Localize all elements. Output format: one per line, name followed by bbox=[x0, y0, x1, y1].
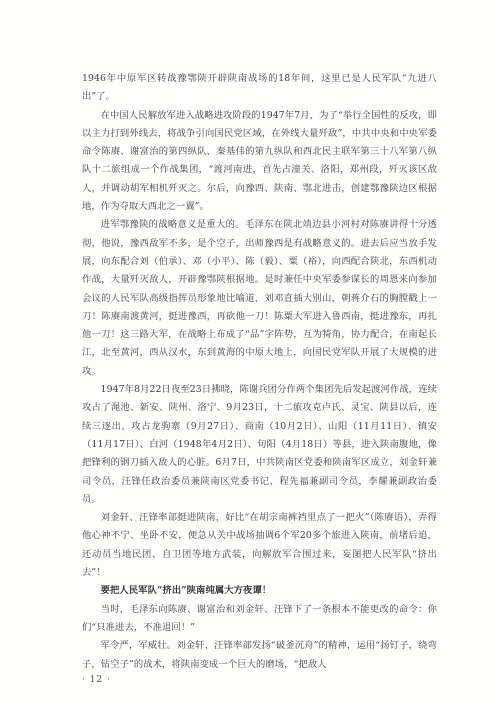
paragraph-1: 1946年中原军区转战豫鄂陕开辟陕南战场的18年间，这里已是人民军队“九进八出”了。 bbox=[82, 73, 437, 103]
page-number: · 12 · bbox=[82, 675, 111, 685]
paragraph-6: 当时，毛泽东向陈赓、谢富治和刘金轩、汪锋下了一条根本不能更改的命令：你们“只准进去，不准退回！” bbox=[82, 603, 437, 633]
paragraph-4: 1947年8月22日夜至23日拂晓，陈谢兵团分作两个集团先后发起渡河作战，连续攻占了渑池、新安、陕州、洛宁、9月23日，十二旅攻克卢氏、灵宝、陕县以后，连续三逐出，攻占龙驹寨（9月27日）、商南（10月2日）、山阳（11月11日）、镇安（11月17日）、白河（1948年4月2日）、旬阳（4月18日）等县，进入陕南腹地，像把锋利的钢刀插入敌人的心脏。6月7日，中共陕南区党委和陕南军区成立，刘金轩兼司令员，汪锋任政治委员兼陕南区党委书记，程先福兼副司令员，李耀兼副政治委员。 bbox=[82, 384, 437, 505]
paragraph-3: 进军鄂豫陕的战略意义是重大的。毛泽东在陕北靖边县小河村对陈赓讲得十分透彻，他说，豫西敌军不多，是个空子，出师豫西是有战略意义的。进去后应当放手发展，向东配合刘（伯承）、邓（小平）、陈（毅）、粟（裕），向西配合陕北，东西机动作战，大量歼灭敌人，开辟豫鄂陕根据地。是时兼任中央军委参谋长的周恩来向参加会议的人民军队高级指挥员形象地比喻道，刘邓直插大别山，朝蒋介石的胸膛戳上一刀！陈赓南渡黄河，挺进豫西，再砍他一刀！陈粟大军进入鲁西南，挺进豫东，再扎他一刀！这三路大军，在战略上布成了“品”字阵势，互为犄角，协力配合，在南起长江，北至黄河，西从汉水，东到黄海的中原大地上，向国民党军队开展了大规模的进攻。 bbox=[82, 219, 437, 377]
paragraph-5: 刘金轩、汪锋率部挺进陕南，好比“在胡宗南裤裆里点了一把火”（陈赓语），弄得他心神不宁、坐卧不安，便急从关中战场抽调6个军20多个旅进入陕南，前堵后追，还动员当地民团、自卫团等地方武装，向解放军合围过来，妄图把人民军队“挤出去”！ bbox=[82, 512, 437, 579]
section-heading: 要把人民军队“挤出”陕南纯属大方夜谭！ bbox=[100, 585, 272, 597]
body-text bbox=[82, 70, 437, 674]
paragraph-2: 在中国人民解放军进入战略进攻阶段的1947年7月，为了“举行全国性的反攻，即以主力打到外线去，将战争引向国民党区域，在外线大量歼敌”，中共中央和中央军委命令陈赓、谢富治的第四纵队，秦基伟的第九纵队和西北民主联军第三十八军第八纵队十二旅组成一个作战集团，“渡河南进，首先占潼关、洛阳，郑州段，歼灭该区敌人，并调动胡军相机歼灭之。尔后，向豫西、陕南、鄂北进击，创建鄂豫陕边区根据地，作为夺取大西北之一翼”。 bbox=[82, 109, 437, 213]
paragraph-7: 军令严，军威壮。刘金轩、汪锋率部发扬“破釜沉舟”的精神，运用“扬钉子，绕弯子，钻空子”的战术，将陕南变成一个巨大的磨场，“把敌人 bbox=[82, 640, 437, 670]
